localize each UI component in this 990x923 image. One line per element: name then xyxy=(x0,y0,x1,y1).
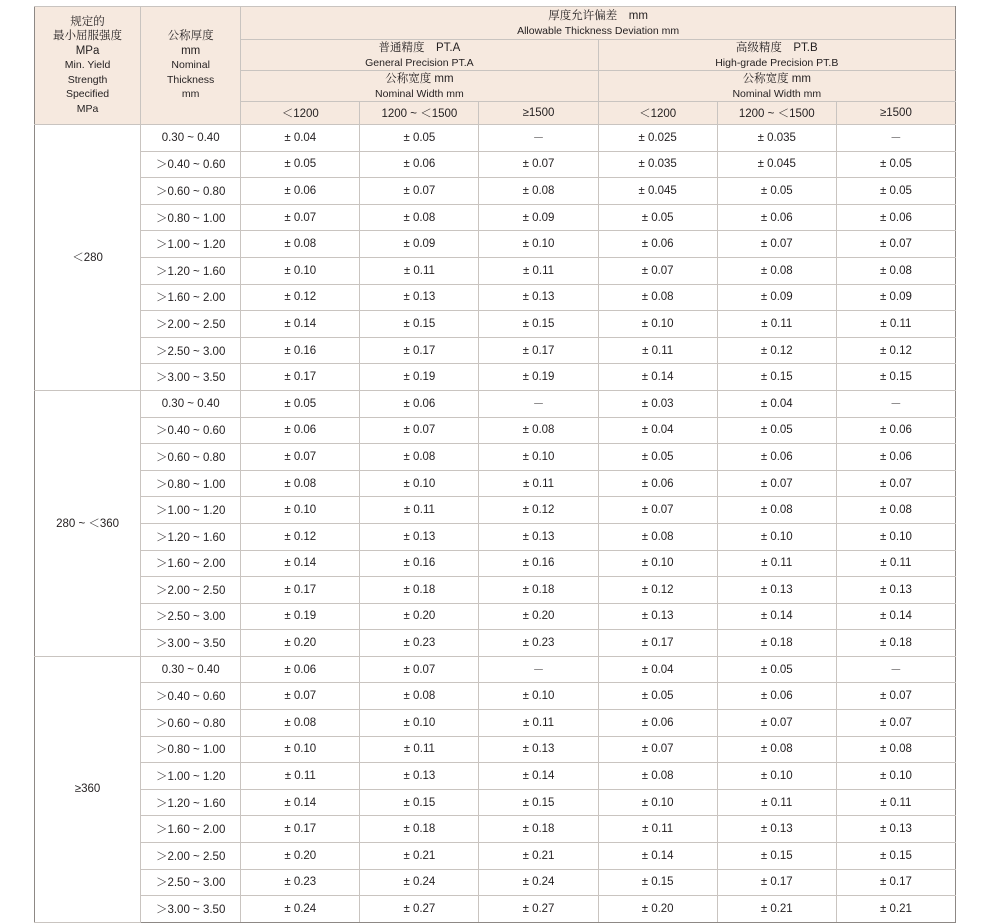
cell-precision-b-w3: ± 0.15 xyxy=(836,843,955,870)
cell-precision-b-w1: ± 0.07 xyxy=(598,736,717,763)
cell-precision-b-w2: ± 0.08 xyxy=(717,257,836,284)
cell-precision-b-w3: ± 0.06 xyxy=(836,204,955,231)
cell-precision-b-w2: ± 0.08 xyxy=(717,497,836,524)
width-a-en: Nominal Width mm xyxy=(375,87,464,100)
cell-precision-b-w3: ± 0.05 xyxy=(836,151,955,178)
cell-precision-a-w2: ± 0.06 xyxy=(360,151,479,178)
yield-strength-en-4: MPa xyxy=(76,102,99,115)
cell-precision-b-w1: ± 0.05 xyxy=(598,683,717,710)
width-b-cn: 公称宽度 mm xyxy=(742,72,811,85)
cell-precision-a-w3: － xyxy=(479,125,598,152)
cell-precision-a-w3: ± 0.10 xyxy=(479,444,598,471)
cell-precision-a-w3: ± 0.18 xyxy=(479,816,598,843)
row-group-strength: ＜280 xyxy=(35,125,141,391)
cell-nominal-thickness: ＞1.60 ~ 2.00 xyxy=(141,284,241,311)
cell-precision-a-w1: ± 0.06 xyxy=(241,417,360,444)
cell-precision-b-w3: ± 0.07 xyxy=(836,710,955,737)
table-row xyxy=(35,736,956,763)
table-row xyxy=(35,364,956,391)
cell-precision-a-w2: ± 0.08 xyxy=(360,683,479,710)
col-header-b-width-1: ＜1200 xyxy=(598,102,717,125)
cell-nominal-thickness: ＞0.40 ~ 0.60 xyxy=(141,417,241,444)
row-group-strength: 280 ~ ＜360 xyxy=(35,390,141,656)
cell-precision-b-w3: ± 0.13 xyxy=(836,816,955,843)
cell-nominal-thickness: ＞3.00 ~ 3.50 xyxy=(141,364,241,391)
cell-precision-b-w1: ± 0.20 xyxy=(598,896,717,923)
cell-nominal-thickness: ＞2.00 ~ 2.50 xyxy=(141,311,241,338)
cell-precision-b-w3: ± 0.06 xyxy=(836,417,955,444)
cell-precision-b-w2: ± 0.07 xyxy=(717,231,836,258)
table-row xyxy=(35,390,956,417)
cell-precision-b-w3: ± 0.11 xyxy=(836,789,955,816)
cell-precision-a-w2: ± 0.11 xyxy=(360,257,479,284)
cell-nominal-thickness: ＞1.00 ~ 1.20 xyxy=(141,497,241,524)
cell-precision-b-w2: ± 0.06 xyxy=(717,444,836,471)
width-b-en: Nominal Width mm xyxy=(732,87,822,100)
cell-precision-b-w2: ± 0.07 xyxy=(717,710,836,737)
cell-precision-b-w1: ± 0.10 xyxy=(598,789,717,816)
cell-precision-b-w1: ± 0.11 xyxy=(598,816,717,843)
table-row xyxy=(35,311,956,338)
col-header-allowable-deviation xyxy=(241,7,956,40)
table-row xyxy=(35,523,956,550)
cell-precision-b-w1: ± 0.13 xyxy=(598,603,717,630)
col-header-yield-strength xyxy=(35,7,141,125)
yield-strength-cn-1: 规定的 xyxy=(70,15,105,28)
cell-precision-b-w2: ± 0.06 xyxy=(717,204,836,231)
cell-precision-a-w3: ± 0.24 xyxy=(479,869,598,896)
table-row xyxy=(35,630,956,657)
cell-precision-a-w3: ± 0.15 xyxy=(479,311,598,338)
cell-precision-a-w2: ± 0.08 xyxy=(360,204,479,231)
cell-precision-a-w1: ± 0.23 xyxy=(241,869,360,896)
cell-precision-a-w1: ± 0.10 xyxy=(241,497,360,524)
cell-precision-a-w2: ± 0.27 xyxy=(360,896,479,923)
cell-precision-b-w1: ± 0.025 xyxy=(598,125,717,152)
yield-strength-cn-3: MPa xyxy=(75,44,100,57)
cell-precision-b-w2: ± 0.15 xyxy=(717,364,836,391)
cell-precision-a-w3: ± 0.23 xyxy=(479,630,598,657)
cell-precision-b-w3: ± 0.13 xyxy=(836,577,955,604)
cell-precision-a-w1: ± 0.17 xyxy=(241,364,360,391)
cell-nominal-thickness: 0.30 ~ 0.40 xyxy=(141,125,241,152)
cell-precision-a-w2: ± 0.17 xyxy=(360,337,479,364)
cell-nominal-thickness: ＞2.50 ~ 3.00 xyxy=(141,337,241,364)
cell-precision-b-w1: ± 0.06 xyxy=(598,470,717,497)
cell-precision-a-w1: ± 0.04 xyxy=(241,125,360,152)
cell-precision-b-w3: ± 0.12 xyxy=(836,337,955,364)
cell-precision-b-w2: ± 0.11 xyxy=(717,789,836,816)
table-row xyxy=(35,603,956,630)
cell-precision-b-w1: ± 0.14 xyxy=(598,364,717,391)
cell-precision-b-w1: ± 0.06 xyxy=(598,710,717,737)
table-row xyxy=(35,683,956,710)
cell-precision-a-w2: ± 0.05 xyxy=(360,125,479,152)
table-row xyxy=(35,550,956,577)
cell-precision-b-w3: ± 0.11 xyxy=(836,311,955,338)
table-row xyxy=(35,816,956,843)
cell-precision-a-w2: ± 0.18 xyxy=(360,816,479,843)
cell-nominal-thickness: ＞2.50 ~ 3.00 xyxy=(141,603,241,630)
cell-precision-a-w1: ± 0.07 xyxy=(241,204,360,231)
cell-precision-b-w2: ± 0.14 xyxy=(717,603,836,630)
cell-precision-b-w2: ± 0.10 xyxy=(717,523,836,550)
cell-precision-b-w3: ± 0.08 xyxy=(836,257,955,284)
cell-precision-a-w2: ± 0.21 xyxy=(360,843,479,870)
cell-precision-b-w2: ± 0.035 xyxy=(717,125,836,152)
cell-nominal-thickness: ＞1.60 ~ 2.00 xyxy=(141,816,241,843)
cell-precision-a-w1: ± 0.14 xyxy=(241,789,360,816)
cell-precision-a-w3: ± 0.11 xyxy=(479,470,598,497)
table-row xyxy=(35,444,956,471)
cell-precision-a-w3: ± 0.13 xyxy=(479,523,598,550)
cell-precision-a-w3: ± 0.16 xyxy=(479,550,598,577)
cell-precision-a-w3: ± 0.27 xyxy=(479,896,598,923)
cell-precision-a-w2: ± 0.08 xyxy=(360,444,479,471)
table-row xyxy=(35,125,956,152)
table-row xyxy=(35,231,956,258)
cell-precision-a-w3: ± 0.13 xyxy=(479,284,598,311)
cell-precision-b-w1: ± 0.10 xyxy=(598,311,717,338)
cell-precision-a-w1: ± 0.05 xyxy=(241,151,360,178)
cell-precision-b-w2: ± 0.13 xyxy=(717,577,836,604)
deviation-title-cn: 厚度允许偏差 mm xyxy=(548,9,648,22)
cell-precision-b-w3: ± 0.08 xyxy=(836,497,955,524)
cell-nominal-thickness: ＞1.20 ~ 1.60 xyxy=(141,789,241,816)
yield-strength-en-2: Strength xyxy=(67,73,108,86)
cell-precision-a-w3: ± 0.08 xyxy=(479,178,598,205)
nominal-thickness-en-3: mm xyxy=(181,88,200,101)
cell-nominal-thickness: ＞3.00 ~ 3.50 xyxy=(141,896,241,923)
cell-precision-b-w1: ± 0.045 xyxy=(598,178,717,205)
table-row xyxy=(35,869,956,896)
table-row xyxy=(35,656,956,683)
cell-precision-a-w3: ± 0.07 xyxy=(479,151,598,178)
cell-precision-b-w3: ± 0.14 xyxy=(836,603,955,630)
cell-precision-a-w2: ± 0.15 xyxy=(360,311,479,338)
cell-precision-a-w1: ± 0.08 xyxy=(241,710,360,737)
cell-precision-a-w3: ± 0.19 xyxy=(479,364,598,391)
col-header-precision-b xyxy=(598,40,955,71)
cell-precision-a-w2: ± 0.19 xyxy=(360,364,479,391)
cell-precision-a-w1: ± 0.10 xyxy=(241,736,360,763)
cell-precision-a-w1: ± 0.24 xyxy=(241,896,360,923)
table-header xyxy=(35,7,956,125)
cell-precision-a-w3: ± 0.10 xyxy=(479,683,598,710)
cell-precision-a-w2: ± 0.13 xyxy=(360,763,479,790)
cell-precision-b-w2: ± 0.21 xyxy=(717,896,836,923)
cell-precision-a-w2: ± 0.10 xyxy=(360,710,479,737)
cell-precision-b-w3: ± 0.17 xyxy=(836,869,955,896)
cell-precision-b-w1: ± 0.07 xyxy=(598,257,717,284)
cell-precision-a-w2: ± 0.11 xyxy=(360,736,479,763)
cell-nominal-thickness: ＞0.80 ~ 1.00 xyxy=(141,470,241,497)
cell-precision-b-w2: ± 0.12 xyxy=(717,337,836,364)
cell-precision-b-w3: － xyxy=(836,390,955,417)
precision-b-cn: 高级精度 PT.B xyxy=(735,41,818,54)
cell-precision-b-w3: ± 0.06 xyxy=(836,444,955,471)
cell-precision-b-w2: ± 0.09 xyxy=(717,284,836,311)
cell-precision-a-w2: ± 0.09 xyxy=(360,231,479,258)
cell-precision-b-w3: ± 0.18 xyxy=(836,630,955,657)
cell-precision-b-w2: ± 0.08 xyxy=(717,736,836,763)
cell-precision-a-w1: ± 0.14 xyxy=(241,311,360,338)
table-row xyxy=(35,257,956,284)
cell-precision-b-w2: ± 0.11 xyxy=(717,550,836,577)
cell-precision-b-w3: ± 0.11 xyxy=(836,550,955,577)
cell-nominal-thickness: ＞1.00 ~ 1.20 xyxy=(141,763,241,790)
table-row xyxy=(35,843,956,870)
cell-nominal-thickness: ＞2.00 ~ 2.50 xyxy=(141,843,241,870)
cell-precision-a-w2: ± 0.23 xyxy=(360,630,479,657)
cell-precision-a-w2: ± 0.18 xyxy=(360,577,479,604)
cell-precision-b-w2: ± 0.045 xyxy=(717,151,836,178)
cell-precision-a-w3: ± 0.09 xyxy=(479,204,598,231)
table-row xyxy=(35,284,956,311)
cell-precision-b-w3: ± 0.07 xyxy=(836,683,955,710)
table-body xyxy=(35,125,956,923)
cell-precision-a-w2: ± 0.06 xyxy=(360,390,479,417)
cell-precision-b-w2: ± 0.04 xyxy=(717,390,836,417)
cell-precision-b-w1: ± 0.04 xyxy=(598,656,717,683)
cell-nominal-thickness: 0.30 ~ 0.40 xyxy=(141,390,241,417)
cell-precision-b-w3: ± 0.09 xyxy=(836,284,955,311)
nominal-thickness-en-1: Nominal xyxy=(171,59,210,72)
cell-precision-b-w1: ± 0.15 xyxy=(598,869,717,896)
cell-precision-b-w1: ± 0.08 xyxy=(598,763,717,790)
cell-precision-b-w2: ± 0.10 xyxy=(717,763,836,790)
cell-precision-a-w3: ± 0.12 xyxy=(479,497,598,524)
cell-precision-b-w3: ± 0.10 xyxy=(836,523,955,550)
cell-nominal-thickness: ＞1.00 ~ 1.20 xyxy=(141,231,241,258)
cell-precision-b-w2: ± 0.18 xyxy=(717,630,836,657)
table-row xyxy=(35,204,956,231)
cell-precision-a-w2: ± 0.24 xyxy=(360,869,479,896)
cell-precision-b-w1: ± 0.035 xyxy=(598,151,717,178)
cell-precision-b-w3: － xyxy=(836,656,955,683)
cell-precision-a-w1: ± 0.07 xyxy=(241,683,360,710)
cell-precision-a-w3: ± 0.17 xyxy=(479,337,598,364)
cell-precision-a-w3: ± 0.18 xyxy=(479,577,598,604)
cell-precision-b-w2: ± 0.06 xyxy=(717,683,836,710)
cell-precision-b-w2: ± 0.05 xyxy=(717,417,836,444)
col-header-nominal-thickness xyxy=(141,7,241,125)
cell-precision-b-w3: ± 0.15 xyxy=(836,364,955,391)
yield-strength-en-1: Min. Yield xyxy=(64,59,111,72)
cell-precision-a-w1: ± 0.17 xyxy=(241,577,360,604)
col-header-precision-a xyxy=(241,40,598,71)
nominal-thickness-cn-1: 公称厚度 xyxy=(167,30,214,43)
cell-precision-a-w3: ± 0.20 xyxy=(479,603,598,630)
table-row xyxy=(35,151,956,178)
cell-precision-a-w1: ± 0.11 xyxy=(241,763,360,790)
cell-precision-b-w2: ± 0.15 xyxy=(717,843,836,870)
precision-b-en: High-grade Precision PT.B xyxy=(715,56,839,69)
cell-nominal-thickness: ＞1.20 ~ 1.60 xyxy=(141,257,241,284)
cell-precision-b-w2: ± 0.07 xyxy=(717,470,836,497)
cell-precision-a-w1: ± 0.07 xyxy=(241,444,360,471)
cell-precision-a-w3: ± 0.11 xyxy=(479,257,598,284)
cell-precision-a-w3: ± 0.15 xyxy=(479,789,598,816)
precision-a-en: General Precision PT.A xyxy=(365,56,474,69)
col-header-a-width-1: ＜1200 xyxy=(241,102,360,125)
cell-precision-b-w1: ± 0.06 xyxy=(598,231,717,258)
cell-precision-a-w3: ± 0.10 xyxy=(479,231,598,258)
table-row xyxy=(35,710,956,737)
cell-precision-a-w2: ± 0.10 xyxy=(360,470,479,497)
cell-nominal-thickness: ＞2.50 ~ 3.00 xyxy=(141,869,241,896)
cell-nominal-thickness: ＞3.00 ~ 3.50 xyxy=(141,630,241,657)
width-a-cn: 公称宽度 mm xyxy=(385,72,454,85)
cell-precision-b-w1: ± 0.08 xyxy=(598,284,717,311)
cell-precision-a-w1: ± 0.12 xyxy=(241,523,360,550)
cell-precision-b-w3: － xyxy=(836,125,955,152)
cell-nominal-thickness: ＞0.80 ~ 1.00 xyxy=(141,736,241,763)
cell-precision-a-w1: ± 0.05 xyxy=(241,390,360,417)
cell-precision-a-w3: ± 0.13 xyxy=(479,736,598,763)
cell-precision-a-w1: ± 0.08 xyxy=(241,231,360,258)
cell-precision-a-w2: ± 0.11 xyxy=(360,497,479,524)
table-row xyxy=(35,789,956,816)
cell-precision-b-w1: ± 0.04 xyxy=(598,417,717,444)
cell-nominal-thickness: ＞2.00 ~ 2.50 xyxy=(141,577,241,604)
nominal-thickness-en-2: Thickness xyxy=(167,73,215,86)
col-header-b-width-2: 1200 ~ ＜1500 xyxy=(717,102,836,125)
cell-precision-b-w1: ± 0.11 xyxy=(598,337,717,364)
cell-precision-b-w3: ± 0.07 xyxy=(836,231,955,258)
cell-precision-b-w3: ± 0.21 xyxy=(836,896,955,923)
cell-precision-a-w1: ± 0.14 xyxy=(241,550,360,577)
thickness-deviation-table xyxy=(34,6,956,923)
cell-precision-b-w2: ± 0.13 xyxy=(717,816,836,843)
cell-nominal-thickness: ＞0.60 ~ 0.80 xyxy=(141,444,241,471)
cell-precision-a-w1: ± 0.10 xyxy=(241,257,360,284)
table-row xyxy=(35,470,956,497)
cell-precision-a-w1: ± 0.16 xyxy=(241,337,360,364)
table-row xyxy=(35,763,956,790)
cell-precision-b-w1: ± 0.07 xyxy=(598,497,717,524)
cell-precision-a-w1: ± 0.06 xyxy=(241,178,360,205)
cell-precision-b-w1: ± 0.17 xyxy=(598,630,717,657)
cell-precision-a-w2: ± 0.20 xyxy=(360,603,479,630)
cell-precision-a-w1: ± 0.17 xyxy=(241,816,360,843)
cell-precision-a-w1: ± 0.20 xyxy=(241,630,360,657)
header-row-1 xyxy=(35,7,956,40)
cell-nominal-thickness: ＞0.40 ~ 0.60 xyxy=(141,151,241,178)
table-row xyxy=(35,417,956,444)
cell-precision-a-w2: ± 0.13 xyxy=(360,523,479,550)
cell-precision-a-w1: ± 0.08 xyxy=(241,470,360,497)
cell-precision-b-w1: ± 0.12 xyxy=(598,577,717,604)
cell-precision-b-w1: ± 0.03 xyxy=(598,390,717,417)
cell-nominal-thickness: ＞0.40 ~ 0.60 xyxy=(141,683,241,710)
cell-nominal-thickness: ＞0.60 ~ 0.80 xyxy=(141,710,241,737)
table-row xyxy=(35,497,956,524)
cell-precision-a-w2: ± 0.16 xyxy=(360,550,479,577)
cell-precision-b-w3: ± 0.07 xyxy=(836,470,955,497)
cell-precision-b-w1: ± 0.08 xyxy=(598,523,717,550)
yield-strength-en-3: Specified xyxy=(65,88,110,101)
cell-precision-a-w2: ± 0.15 xyxy=(360,789,479,816)
cell-precision-a-w3: － xyxy=(479,390,598,417)
table-row xyxy=(35,178,956,205)
cell-precision-a-w2: ± 0.07 xyxy=(360,656,479,683)
cell-nominal-thickness: 0.30 ~ 0.40 xyxy=(141,656,241,683)
col-header-a-width-2: 1200 ~ ＜1500 xyxy=(360,102,479,125)
cell-precision-a-w1: ± 0.06 xyxy=(241,656,360,683)
cell-nominal-thickness: ＞1.60 ~ 2.00 xyxy=(141,550,241,577)
cell-precision-b-w1: ± 0.05 xyxy=(598,444,717,471)
table-row xyxy=(35,896,956,923)
col-header-width-a xyxy=(241,71,598,102)
nominal-thickness-cn-2: mm xyxy=(181,44,201,57)
table-row xyxy=(35,337,956,364)
cell-precision-a-w3: ± 0.14 xyxy=(479,763,598,790)
cell-precision-b-w2: ± 0.11 xyxy=(717,311,836,338)
cell-precision-b-w2: ± 0.17 xyxy=(717,869,836,896)
cell-precision-b-w3: ± 0.10 xyxy=(836,763,955,790)
cell-precision-b-w2: ± 0.05 xyxy=(717,178,836,205)
cell-precision-b-w1: ± 0.14 xyxy=(598,843,717,870)
col-header-width-b xyxy=(598,71,955,102)
cell-precision-b-w2: ± 0.05 xyxy=(717,656,836,683)
cell-precision-a-w2: ± 0.13 xyxy=(360,284,479,311)
cell-precision-a-w3: ± 0.21 xyxy=(479,843,598,870)
yield-strength-cn-2: 最小屈服强度 xyxy=(53,30,123,43)
cell-nominal-thickness: ＞0.60 ~ 0.80 xyxy=(141,178,241,205)
deviation-title-en: Allowable Thickness Deviation mm xyxy=(517,24,680,37)
cell-precision-a-w2: ± 0.07 xyxy=(360,417,479,444)
cell-nominal-thickness: ＞0.80 ~ 1.00 xyxy=(141,204,241,231)
cell-precision-b-w3: ± 0.08 xyxy=(836,736,955,763)
cell-precision-b-w1: ± 0.05 xyxy=(598,204,717,231)
col-header-a-width-3: ≥1500 xyxy=(479,102,598,125)
row-group-strength: ≥360 xyxy=(35,656,141,922)
cell-precision-a-w3: ± 0.11 xyxy=(479,710,598,737)
table-row xyxy=(35,577,956,604)
cell-precision-a-w1: ± 0.12 xyxy=(241,284,360,311)
cell-precision-a-w2: ± 0.07 xyxy=(360,178,479,205)
cell-precision-a-w3: ± 0.08 xyxy=(479,417,598,444)
cell-precision-a-w3: － xyxy=(479,656,598,683)
cell-precision-a-w1: ± 0.19 xyxy=(241,603,360,630)
cell-precision-a-w1: ± 0.20 xyxy=(241,843,360,870)
cell-precision-b-w3: ± 0.05 xyxy=(836,178,955,205)
cell-nominal-thickness: ＞1.20 ~ 1.60 xyxy=(141,523,241,550)
precision-a-cn: 普通精度 PT.A xyxy=(378,41,461,54)
cell-precision-b-w1: ± 0.10 xyxy=(598,550,717,577)
col-header-b-width-3: ≥1500 xyxy=(836,102,955,125)
